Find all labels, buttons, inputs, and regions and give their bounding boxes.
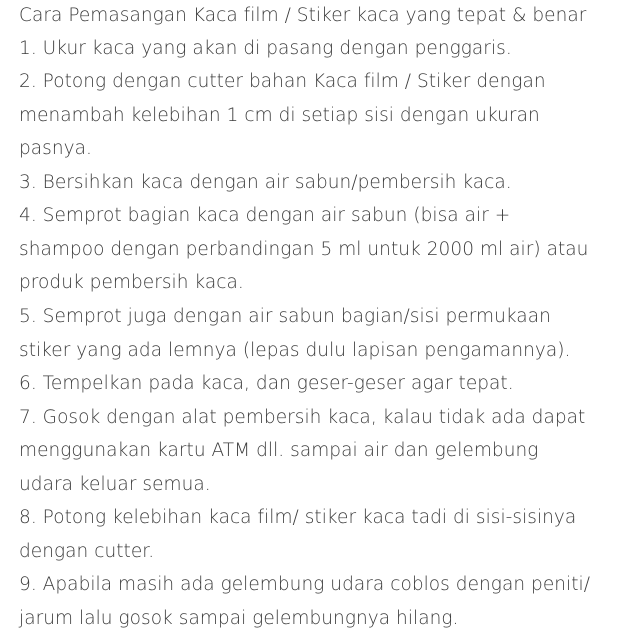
note-line: shampoo dengan perbandingan 5 ml untuk 2000 ml air) atau [19, 239, 589, 260]
note-line: 3. Bersihkan kaca dengan air sabun/pembersih kaca. [19, 172, 512, 193]
note-line: udara keluar semua. [19, 474, 211, 495]
note-line: produk pembersih kaca. [19, 272, 244, 293]
note-line: stiker yang ada lemnya (lepas dulu lapisan pengamannya). [19, 340, 571, 361]
note-line: dengan cutter. [19, 541, 155, 562]
note-line: pasnya. [19, 138, 92, 159]
note-line: 9. Apabila masih ada gelembung udara coblos dengan peniti/ [19, 574, 590, 595]
note-line: 6. Tempelkan pada kaca, dan geser-geser agar tepat. [19, 373, 514, 394]
note-line: menambah kelebihan 1 cm di setiap sisi dengan ukuran [19, 105, 540, 126]
note-line: 7. Gosok dengan alat pembersih kaca, kalau tidak ada dapat [19, 407, 586, 428]
note-line: 2. Potong dengan cutter bahan Kaca film / Stiker dengan [19, 71, 546, 92]
note-title: Cara Pemasangan Kaca film / Stiker kaca yang tepat & benar [19, 5, 587, 26]
note-line: jarum lalu gosok sampai gelembungnya hilang. [19, 608, 459, 629]
note-line: menggunakan kartu ATM dll. sampai air dan gelembung [19, 440, 539, 461]
note-line: 1. Ukur kaca yang akan di pasang dengan penggaris. [19, 38, 512, 59]
note-line: 8. Potong kelebihan kaca film/ stiker kaca tadi di sisi-sisinya [19, 507, 577, 528]
note-line: 5. Semprot juga dengan air sabun bagian/sisi permukaan [19, 306, 551, 327]
note-line: 4. Semprot bagian kaca dengan air sabun (bisa air + [19, 205, 511, 226]
